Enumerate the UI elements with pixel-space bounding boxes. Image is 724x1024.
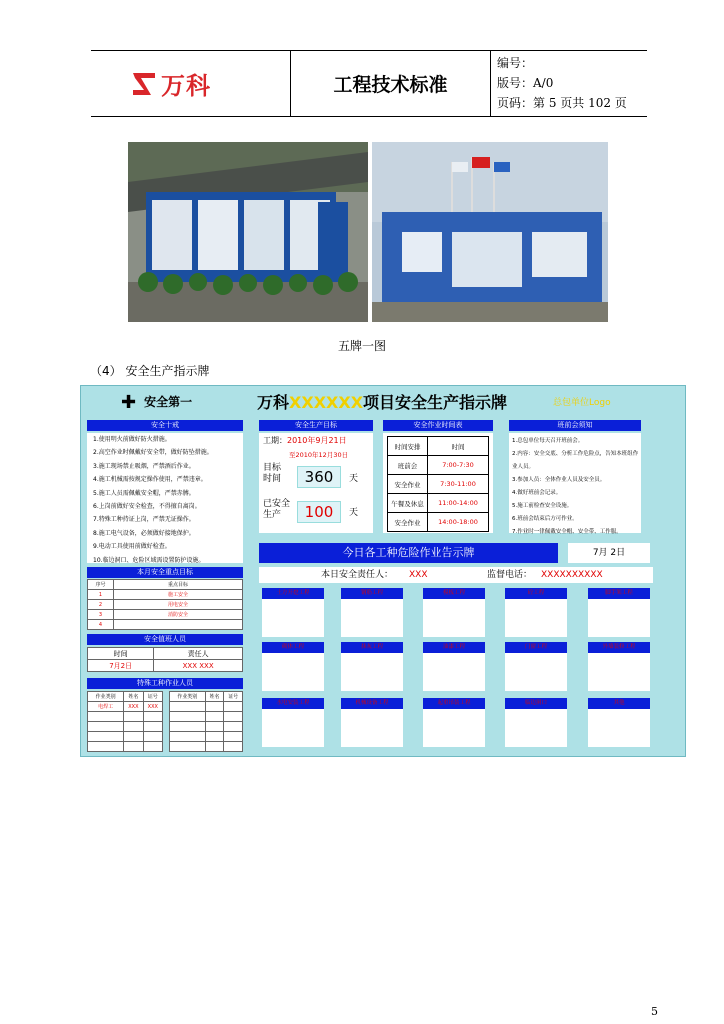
work-type-label: 门窗工程 — [505, 642, 567, 653]
work-type-label: 水电安装工程 — [262, 698, 324, 709]
cross-icon: ✚ — [121, 392, 137, 413]
work-type-box — [262, 599, 324, 637]
duty-heading: 安全值班人员 — [87, 634, 243, 645]
work-type-box — [423, 709, 485, 747]
work-type-label: 土方开挖工程 — [262, 588, 324, 599]
work-type-label: 油漆工程 — [423, 642, 485, 653]
duty-table: 时间 责任人 7月2日 XXX XXX — [87, 647, 243, 672]
goal-unit: 天 — [349, 474, 359, 484]
period-end: 至2010年12月30日 — [289, 451, 349, 459]
monthly-table: 序号 重点目标 1 施工安全 2 用电安全 3 消防安全 4 — [87, 579, 243, 630]
work-type-box — [262, 709, 324, 747]
done-unit: 天 — [349, 508, 359, 518]
tips-list: 1.使用明火前做好防火措施。 2.高空作业时佩戴好安全带，做好防坠措施。 3.施工现场禁止吸烟，严禁酒后作业。 4.施工机械需按规定操作使用，严禁违章。 5.施工人员需佩戴安全帽，严禁赤膊。 6.上岗前做好安全检查，不得擅自离岗。 7.特殊工种持证上岗，严禁无证操作。 8.施工电气设备，必须做好接地保护。 9.电动工具使用前做好检查。 10.临边洞口、危险区域需设置防护设施。 — [93, 436, 213, 564]
schedule-panel — [383, 433, 493, 533]
work-type-box — [423, 599, 485, 637]
tips-panel — [87, 433, 243, 563]
brand-name: 万科 — [161, 72, 211, 100]
tips-heading: 安全十戒 — [87, 420, 243, 431]
work-type-box — [588, 599, 650, 637]
contractor-logo: 总包单位Logo — [553, 398, 611, 408]
work-type-box — [341, 599, 403, 637]
image-caption: 五牌一图 — [337, 339, 386, 353]
done-label: 已安全生产 — [263, 499, 291, 520]
goal-days: 360 — [297, 466, 341, 488]
work-type-box — [505, 653, 567, 691]
page-info: 页码：第 5 页共 102 页 — [497, 96, 627, 110]
work-type-label: 砼工程 — [505, 588, 567, 599]
doc-meta — [491, 51, 647, 116]
work-type-box — [341, 653, 403, 691]
today-banner: 今日各工种危险作业告示牌 — [259, 543, 558, 563]
work-type-box — [423, 653, 485, 691]
work-type-label: 机械设备工程 — [341, 698, 403, 709]
period: 工期：2010年9月21日 — [263, 436, 347, 445]
board-title: 万科XXXXXX项目安全生产指示牌 — [257, 393, 508, 412]
target-heading: 安全生产目标 — [259, 420, 373, 431]
photo-billboard-wall — [128, 142, 368, 322]
work-type-box — [505, 599, 567, 637]
target-panel — [259, 433, 373, 533]
vanke-logo-icon — [131, 71, 157, 97]
special-heading: 特殊工种作业人员 — [87, 678, 243, 689]
safety-signboard — [80, 385, 686, 757]
doc-title: 工程技术标准 — [291, 51, 491, 116]
notice-panel — [509, 433, 641, 533]
special-table-right: 作业类别 姓名 证号 — [169, 691, 243, 752]
work-type-box — [505, 709, 567, 747]
work-type-label: 抹灰工程 — [341, 642, 403, 653]
work-type-label: 钢筋工程 — [341, 588, 403, 599]
photo-site-board — [372, 142, 608, 322]
work-type-label: 其他 — [588, 698, 650, 709]
document-header — [91, 50, 647, 117]
responsible-row: 本日安全责任人： XXX 监督电话： XXXXXXXXXX — [259, 567, 653, 583]
notice-list: 1.总包单位每天召开班前会。 2.内容：安全交底、分析工作危险点，告知本班组作业人员。 3.参加人员：全体作业人员及安全员。 4.做好班前会记录。 5.施工前检查安全设施。 6.班前会结束后方可作业。 7.作业时一律佩戴安全帽、安全带、工作服。 — [512, 438, 639, 535]
goal-label: 目标时间 — [263, 463, 282, 484]
safety-first: ✚ 安全第一 — [121, 392, 193, 413]
special-table-left: 作业类别 姓名 证号 电焊工 XXX XXX — [87, 691, 163, 752]
section-heading: （4） 安全生产指示牌 — [90, 364, 210, 378]
schedule-heading: 安全作业时间表 — [383, 420, 493, 431]
work-type-box — [588, 653, 650, 691]
work-type-box — [341, 709, 403, 747]
logo — [91, 51, 291, 116]
work-type-label: 脚手架工程 — [588, 588, 650, 599]
page-number: 5 — [651, 1005, 658, 1018]
today-date: 7月 2日 — [568, 543, 650, 563]
done-days: 100 — [297, 501, 341, 523]
version: 版号：A/0 — [497, 76, 554, 90]
monthly-heading: 本月安全重点目标 — [87, 567, 243, 578]
notice-heading: 班前会须知 — [509, 420, 641, 431]
work-type-label: 外墙装修工程 — [588, 642, 650, 653]
work-type-label: 起重吊装工程 — [423, 698, 485, 709]
work-type-label: 临边洞口 — [505, 698, 567, 709]
number-label: 编号： — [497, 56, 534, 70]
work-type-box — [588, 709, 650, 747]
work-type-box — [262, 653, 324, 691]
work-type-label: 砌体工程 — [262, 642, 324, 653]
board-header — [81, 386, 687, 416]
work-type-label: 模板工程 — [423, 588, 485, 599]
schedule-table: 时间安排 时间 班前会 7:00-7:30 安全作业 7:30-11:00 午餐及休息 11:00-14:00 安全作业 14:00-18:00 — [387, 436, 489, 532]
